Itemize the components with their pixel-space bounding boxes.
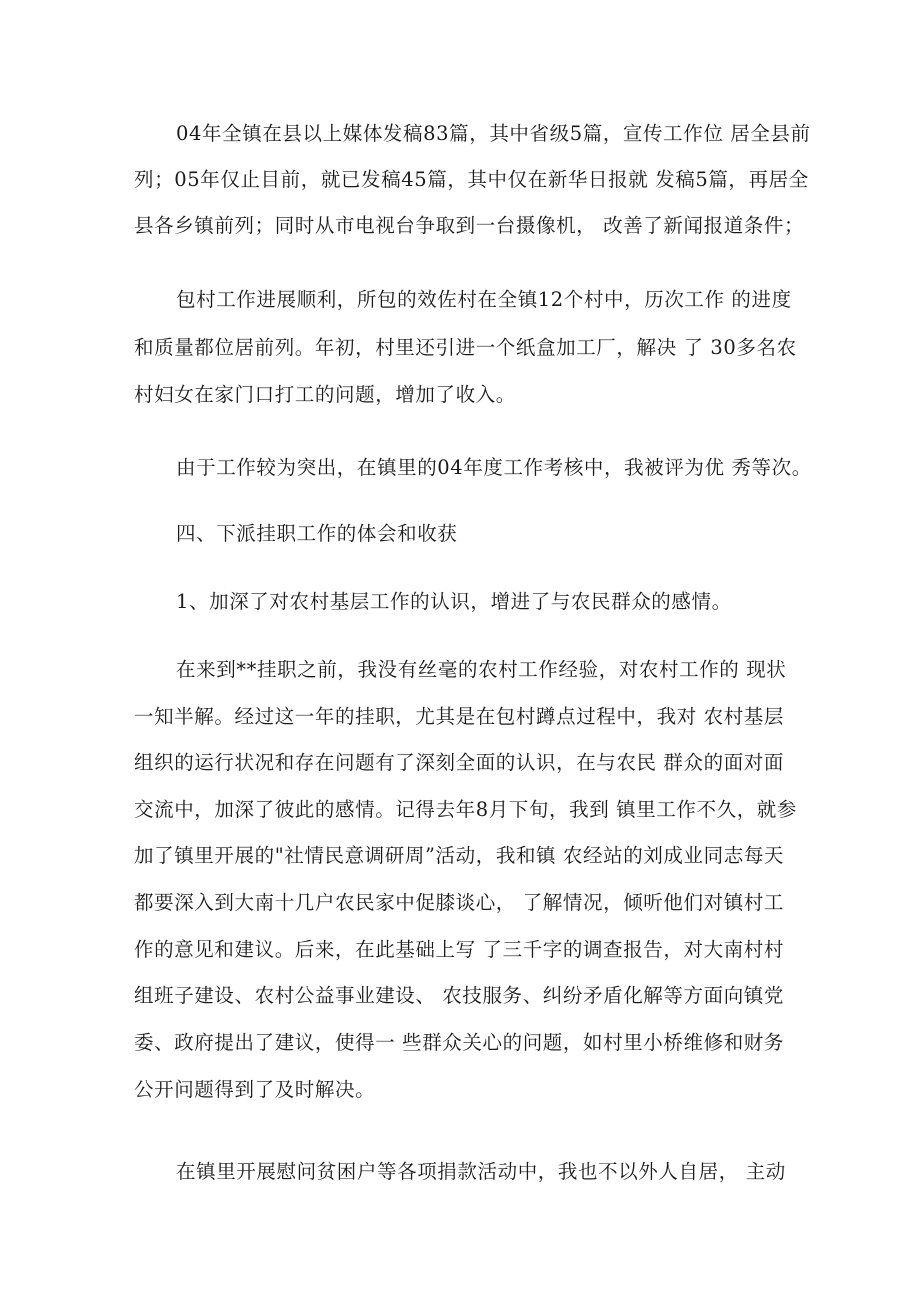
paragraph-line: 公开问题得到了及时解决。 <box>134 1078 376 1101</box>
paragraph-line: 都要深入到大南十几户农民家中促膝谈心， 了解情况，倾听他们对镇村工 <box>134 891 784 914</box>
paragraph-line: 县各乡镇前列；同时从市电视台争取到一台摄像机， 改善了新闻报道条件； <box>134 214 805 237</box>
paragraph-line: 一知半解。经过这一年的挂职，尤其是在包村蹲点过程中，我对 农村基层 <box>134 705 784 728</box>
paragraph-line: 村妇女在家门口打工的问题，增加了收入。 <box>134 383 516 406</box>
paragraph-line: 由于工作较为突出，在镇里的04年度工作考核中，我被评为优 秀等次。 <box>176 456 812 479</box>
paragraph-line: 作的意见和建议。后来，在此基础上写 了三千字的调查报告，对大南村村 <box>134 938 784 961</box>
paragraph-line: 委、政府提出了建议，使得一 些群众关心的问题，如村里小桥维修和财务 <box>134 1031 784 1054</box>
paragraph-line: 交流中，加深了彼此的感情。记得去年8月下旬，我到 镇里工作不久，就参 <box>134 798 798 821</box>
paragraph-line: 和质量都位居前列。年初，村里还引进一个纸盒加工厂，解决 了 30多名农 <box>134 336 797 359</box>
subsection-heading: 1、加深了对农村基层工作的认识，增进了与农民群众的感情。 <box>176 590 732 613</box>
section-heading: 四、下派挂职工作的体会和收获 <box>176 522 458 545</box>
paragraph-line: 包村工作进展顺利，所包的效佐村在全镇12个村中，历次工作 的进度 <box>176 288 792 311</box>
paragraph-line: 组织的运行状况和存在问题有了深刻全面的认识，在与农民 群众的面对面 <box>134 751 784 774</box>
paragraph-line: 04年全镇在县以上媒体发稿83篇，其中省级5篇，宣传工作位 居全县前 <box>176 122 811 145</box>
paragraph-line: 在来到**挂职之前，我没有丝毫的农村工作经验，对农村工作的 现状 <box>176 658 787 681</box>
paragraph-line: 加了镇里开展的"社情民意调研周”活动，我和镇 农经站的刘成业同志每天 <box>134 844 785 867</box>
paragraph-line: 在镇里开展慰问贫困户等各项捐款活动中，我也不以外人自居， 主动 <box>176 1160 786 1183</box>
paragraph-line: 列；05年仅止目前，就已发稿45篇，其中仅在新华日报就 发稿5篇，再居全 <box>134 168 809 191</box>
paragraph-line: 组班子建设、农村公益事业建设、 农技服务、纠纷矛盾化解等方面向镇党 <box>134 984 784 1007</box>
